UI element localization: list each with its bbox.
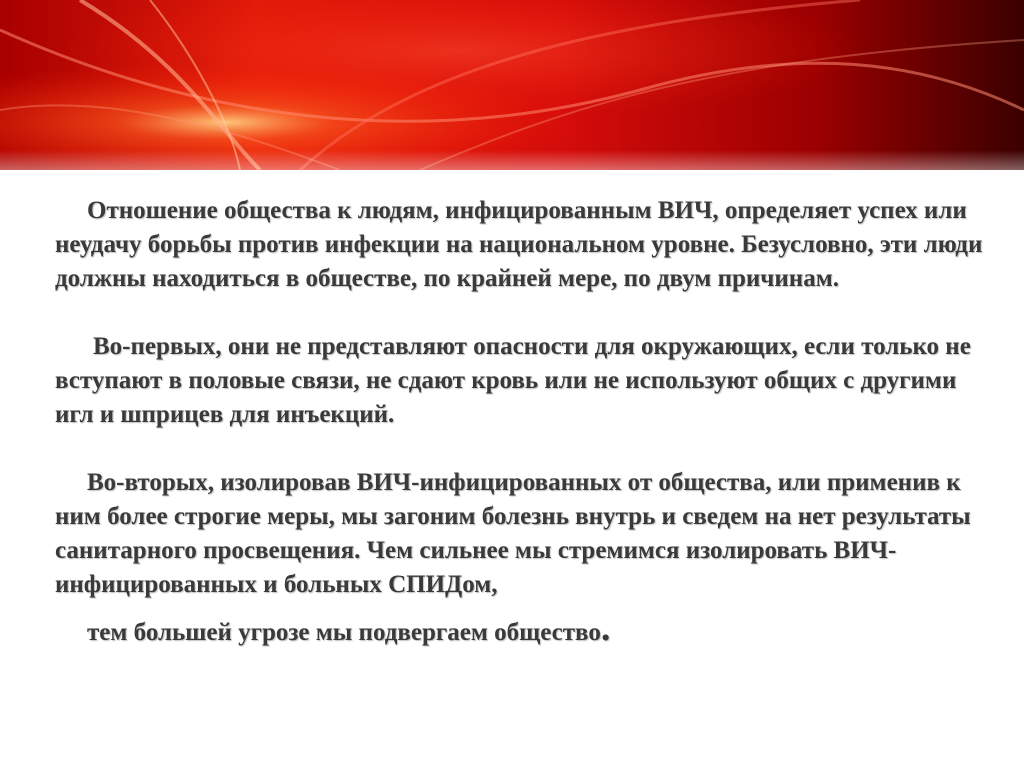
paragraph-second-reason-text: Во-вторых, изолировав ВИЧ-инфицированных от общества, или применив к ним более строгие меры, мы загоним болезнь внутрь и сведем на нет результаты санитарного просвещения. Чем сильнее мы стремимся изолировать ВИЧ-инфицированных и больных СПИДом, [55,469,971,598]
slide-body [55,194,985,650]
paragraph-first-reason: Во-первых, они не представляют опасности для окружающих, если только не вступают в половые связи, не сдают кровь или не используют общих с другими игл и шприцев для инъекций. [55,333,971,428]
closing-line-text: тем большей угрозе мы подвергаем общество [87,619,601,646]
paragraph-intro: Отношение общества к людям, инфицированным ВИЧ, определяет успех или неудачу борьбы против инфекции на национальном уровне. Безусловно, эти люди должны находиться в обществе, по крайней мере, по двум причинам. [55,197,983,292]
paragraph-second-reason [55,466,985,650]
closing-period: . [600,607,611,649]
paragraph-closing-line [55,607,985,650]
